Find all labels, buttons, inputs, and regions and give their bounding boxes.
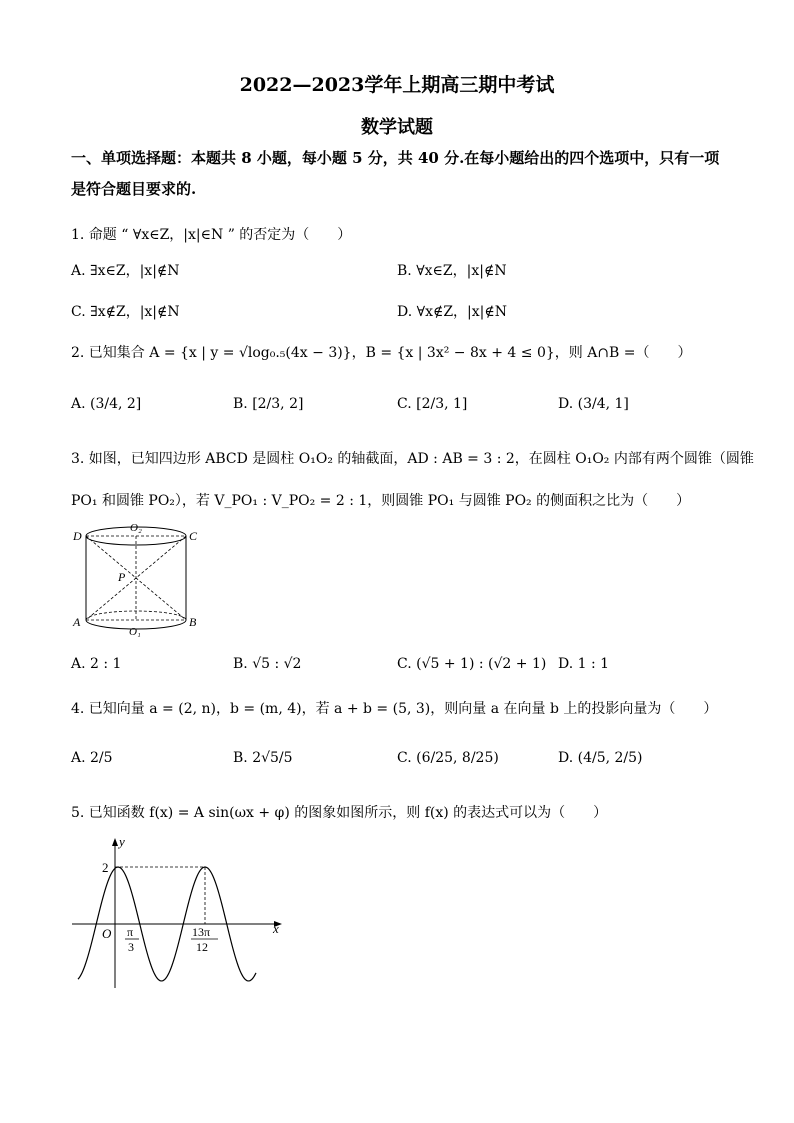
q4-option-b: B. 2√5/5 (233, 750, 293, 766)
q3-option-d: D. 1 : 1 (558, 656, 610, 672)
q4-option-d: D. (4/5, 2/5) (558, 750, 643, 766)
label-o2: O₂ (130, 522, 142, 534)
q2-option-a: A. (3/4, 2] (71, 396, 142, 412)
exam-title: 2022—2023学年上期高三期中考试 (239, 74, 555, 96)
tick2-numerator: 13π (192, 925, 211, 939)
tick1-numerator: π (127, 925, 134, 939)
label-p: P (118, 570, 126, 584)
section-heading: 一、单项选择题：本题共 8 小题，每小题 5 分，共 40 分.在每小题给出的四个选项中，只有一项是符合题目要求的. (71, 149, 720, 198)
label-b: B (189, 615, 197, 629)
label-c: C (189, 529, 198, 543)
tick1-denominator: 3 (128, 940, 134, 954)
label-a: A (73, 615, 81, 629)
q4-option-a: A. 2/5 (71, 750, 113, 766)
q1-option-a: A. ∃x∈Z，|x|∉N (71, 263, 180, 279)
y-axis-arrow (112, 838, 118, 846)
q4-option-c: C. (6/25, 8/25) (397, 750, 499, 766)
question-3-stem-line1: 3. 如图，已知四边形 ABCD 是圆柱 O₁O₂ 的轴截面，AD : AB = 3 : 2，在圆柱 O₁O₂ 内部有两个圆锥（圆锥 (71, 451, 754, 467)
sine-graph (70, 832, 290, 992)
max-label: 2 (102, 860, 109, 875)
q1-option-b: B. ∀x∈Z，|x|∉N (397, 263, 507, 279)
x-label: x (273, 921, 279, 936)
question-1-stem: 1. 命题 “ ∀x∈Z，|x|∈N ” 的否定为（ ） (71, 227, 352, 243)
q2-option-c: C. [2/3, 1] (397, 396, 468, 412)
question-4-stem: 4. 已知向量 a = (2, n)，b = (m, 4)，若 a + b = (5, 3)，则向量 a 在向量 b 上的投影向量为（ ） (71, 701, 718, 717)
question-3-stem-line2: PO₁ 和圆锥 PO₂），若 V_PO₁ : V_PO₂ = 2 : 1，则圆锥 PO₁ 与圆锥 PO₂ 的侧面积之比为（ ） (71, 493, 691, 509)
q3-option-a: A. 2 : 1 (71, 656, 122, 672)
label-o1: O₁ (129, 626, 141, 638)
q2-option-d: D. (3/4, 1] (558, 396, 629, 412)
exam-subtitle: 数学试题 (361, 117, 433, 138)
label-d: D (73, 529, 82, 543)
tick2-denominator: 12 (196, 940, 208, 954)
q3-option-b: B. √5 : √2 (233, 656, 302, 672)
q2-option-b: B. [2/3, 2] (233, 396, 304, 412)
y-label: y (119, 834, 125, 849)
q1-option-d: D. ∀x∉Z，|x|∉N (397, 304, 508, 320)
cylinder-figure (66, 520, 206, 642)
q1-option-c: C. ∃x∉Z，|x|∉N (71, 304, 180, 320)
origin-label: O (102, 926, 112, 941)
q3-option-c: C. (√5 + 1) : (√2 + 1) (397, 656, 547, 672)
question-2-stem: 2. 已知集合 A = {x | y = √log₀.₅(4x − 3)}，B = {x | 3x² − 8x + 4 ≤ 0}，则 A∩B =（ ） (71, 345, 692, 361)
question-5-stem: 5. 已知函数 f(x) = A sin(ωx + φ) 的图象如图所示，则 f(x) 的表达式可以为（ ） (71, 805, 608, 821)
